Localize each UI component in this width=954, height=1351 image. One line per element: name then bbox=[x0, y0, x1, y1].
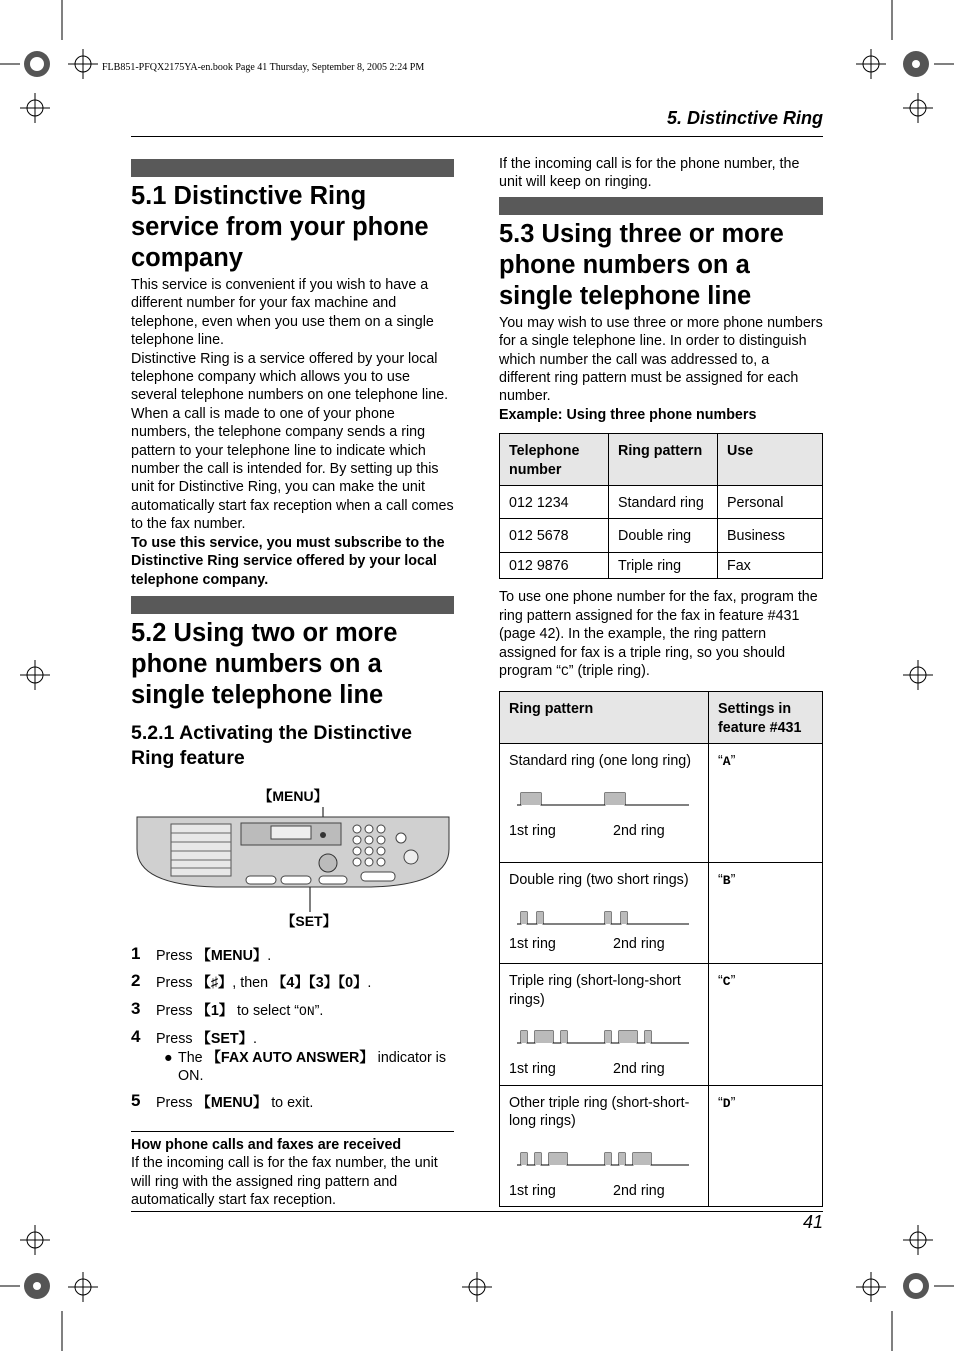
key-label: 【MENU】 bbox=[196, 1095, 268, 1112]
table-cell: Personal bbox=[718, 486, 823, 519]
print-info-line: FLB851-PFQX2175YA-en.book Page 41 Thursday, September 8, 2005 2:24 PM bbox=[102, 62, 425, 73]
control-panel-illustration bbox=[131, 779, 454, 939]
table-row bbox=[500, 744, 823, 863]
s51-paragraph-2: Distinctive Ring is a service offered by your local telephone company which allows you to use several telephone numbers on one telephone line. When a call is made to one of your phone numbers, the telephone company sends a ring pattern to your telephone line to indicate which number the call is intended for. By setting up this unit for Distinctive Ring, you can make the unit automatically start fax reception when a call comes to the fax number. bbox=[131, 350, 454, 533]
table-cell: “A” bbox=[709, 744, 823, 863]
ring-description: Triple ring (short-long-short rings) bbox=[509, 973, 681, 1008]
table-cell: “C” bbox=[709, 964, 823, 1086]
table-cell: “B” bbox=[709, 863, 823, 964]
step-number: 2 bbox=[131, 971, 141, 991]
table-cell: “D” bbox=[709, 1085, 823, 1207]
key-label: 【1】 bbox=[196, 1002, 234, 1019]
example-heading: Example: Using three phone numbers bbox=[499, 406, 757, 423]
key-label: 【4】【3】【0】 bbox=[272, 975, 368, 992]
how-calls-heading: How phone calls and faxes are received bbox=[131, 1136, 402, 1153]
ring-pattern-other-triple bbox=[509, 1145, 689, 1175]
phone-number-table bbox=[499, 433, 823, 579]
fax-panel-drawing bbox=[131, 807, 454, 912]
ring-description: Double ring (two short rings) bbox=[509, 872, 689, 889]
activation-steps bbox=[131, 943, 454, 1113]
table-cell: Triple ring (short-long-short rings) 1st ring 2nd ring bbox=[500, 964, 709, 1086]
menu-key-label: 【MENU】 bbox=[258, 787, 328, 804]
step-5: 5 Press 【MENU】 to exit. bbox=[131, 1091, 314, 1112]
step-number: 4 bbox=[131, 1027, 141, 1047]
table-cell: Fax bbox=[718, 552, 823, 578]
setting-value: A bbox=[722, 754, 731, 770]
step-number: 1 bbox=[131, 943, 141, 963]
table-row bbox=[500, 552, 823, 578]
how-calls-paragraph-2: If the incoming call is for the phone number, the unit will keep on ringing. bbox=[499, 156, 800, 191]
setting-value: B bbox=[722, 873, 731, 889]
step-4: 4 Press 【SET】. ● The 【FAX AUTO ANSWER】 indicator is ON. bbox=[131, 1030, 454, 1085]
step-3: 3 Press 【1】 to select “ON”. bbox=[131, 998, 324, 1019]
table-cell: Business bbox=[718, 519, 823, 552]
s53-paragraph-2: To use one phone number for the fax, program the ring pattern assigned for the fax in feature #431 (page 42). In the example, the ring pattern assigned for fax is a triple ring, so you should program “C” (triple ring). bbox=[499, 589, 818, 679]
table-cell: Standard ring bbox=[609, 486, 718, 519]
step-1: 1 Press 【MENU】. bbox=[131, 943, 272, 964]
footer-rule bbox=[131, 1211, 823, 1212]
header-rule bbox=[131, 136, 823, 137]
table-cell: Triple ring bbox=[609, 552, 718, 578]
table-cell: 012 1234 bbox=[500, 486, 609, 519]
ring-pattern-standard bbox=[509, 785, 689, 815]
s53-paragraph-1: You may wish to use three or more phone numbers for a single telephone line. In order to distinguish which number the call was addressed to, a different ring pattern must be assigned for each number. bbox=[499, 314, 823, 405]
section-bar bbox=[131, 596, 454, 614]
step-4-note: ● The 【FAX AUTO ANSWER】 indicator is ON. bbox=[164, 1049, 446, 1084]
key-label: 【MENU】 bbox=[196, 947, 268, 964]
key-label: 【FAX AUTO ANSWER】 bbox=[206, 1049, 374, 1066]
table-row bbox=[500, 863, 823, 964]
table-row bbox=[500, 486, 823, 519]
right-column bbox=[499, 155, 823, 1207]
step-number: 3 bbox=[131, 998, 141, 1018]
table-header: Settings in feature #431 bbox=[709, 692, 823, 744]
key-label: 【♯】 bbox=[196, 975, 233, 992]
setting-value: C bbox=[722, 974, 731, 990]
section-bar bbox=[499, 197, 823, 215]
setting-value: ON bbox=[299, 1003, 315, 1019]
ring-pattern-triple bbox=[509, 1023, 689, 1053]
setting-value: D bbox=[722, 1095, 731, 1111]
page-number: 41 bbox=[802, 1212, 823, 1232]
section-bar bbox=[131, 159, 454, 177]
table-cell: 012 5678 bbox=[500, 519, 609, 552]
table-header: Ring pattern bbox=[500, 692, 709, 744]
table-header: Use bbox=[718, 434, 823, 486]
table-row bbox=[500, 519, 823, 552]
table-cell: 012 9876 bbox=[500, 552, 609, 578]
left-column bbox=[131, 159, 454, 1209]
s51-paragraph-3: To use this service, you must subscribe to the Distinctive Ring service offered by your local telephone company. bbox=[131, 534, 445, 588]
table-header-row bbox=[500, 692, 823, 744]
table-cell: Other triple ring (short-short-long rings) 1st ring 2nd ring bbox=[500, 1085, 709, 1207]
table-header: Ring pattern bbox=[609, 434, 718, 486]
section-5-1-heading: 5.1 Distinctive Ring service from your phone company bbox=[131, 182, 429, 272]
table-row bbox=[500, 1085, 823, 1207]
table-cell: Standard ring (one long ring) 1st ring 2nd ring bbox=[500, 744, 709, 863]
how-calls-box bbox=[131, 1131, 454, 1210]
s51-paragraph-1: This service is convenient if you wish to have a different number for your fax machine and telephone, even when you use them on a single telephone line. bbox=[131, 277, 434, 349]
how-calls-paragraph-1: If the incoming call is for the fax number, the unit will ring with the assigned ring pattern and automatically start fax reception. bbox=[131, 1155, 438, 1208]
step-2: 2 Press 【♯】, then 【4】【3】【0】. bbox=[131, 971, 372, 992]
setting-value: C bbox=[560, 663, 569, 679]
step-number: 5 bbox=[131, 1091, 141, 1111]
table-header: Telephone number bbox=[500, 434, 609, 486]
section-5-3-heading: 5.3 Using three or more phone numbers on a single telephone line bbox=[499, 219, 784, 310]
table-header-row bbox=[500, 434, 823, 486]
table-cell: Double ring bbox=[609, 519, 718, 552]
key-label: 【SET】 bbox=[196, 1031, 253, 1048]
set-key-label: 【SET】 bbox=[281, 912, 337, 929]
table-cell: Double ring (two short rings) 1st ring 2nd ring bbox=[500, 863, 709, 964]
ring-pattern-double bbox=[509, 904, 689, 934]
section-5-2-heading: 5.2 Using two or more phone numbers on a single telephone line bbox=[131, 618, 398, 709]
ring-description: Standard ring (one long ring) bbox=[509, 753, 691, 770]
section-5-2-1-heading: 5.2.1 Activating the Distinctive Ring feature bbox=[131, 721, 413, 769]
chapter-header: 5. Distinctive Ring bbox=[666, 108, 823, 128]
ring-description: Other triple ring (short-short-long rings) bbox=[509, 1094, 690, 1130]
ring-pattern-table bbox=[499, 691, 823, 1207]
table-row bbox=[500, 964, 823, 1086]
